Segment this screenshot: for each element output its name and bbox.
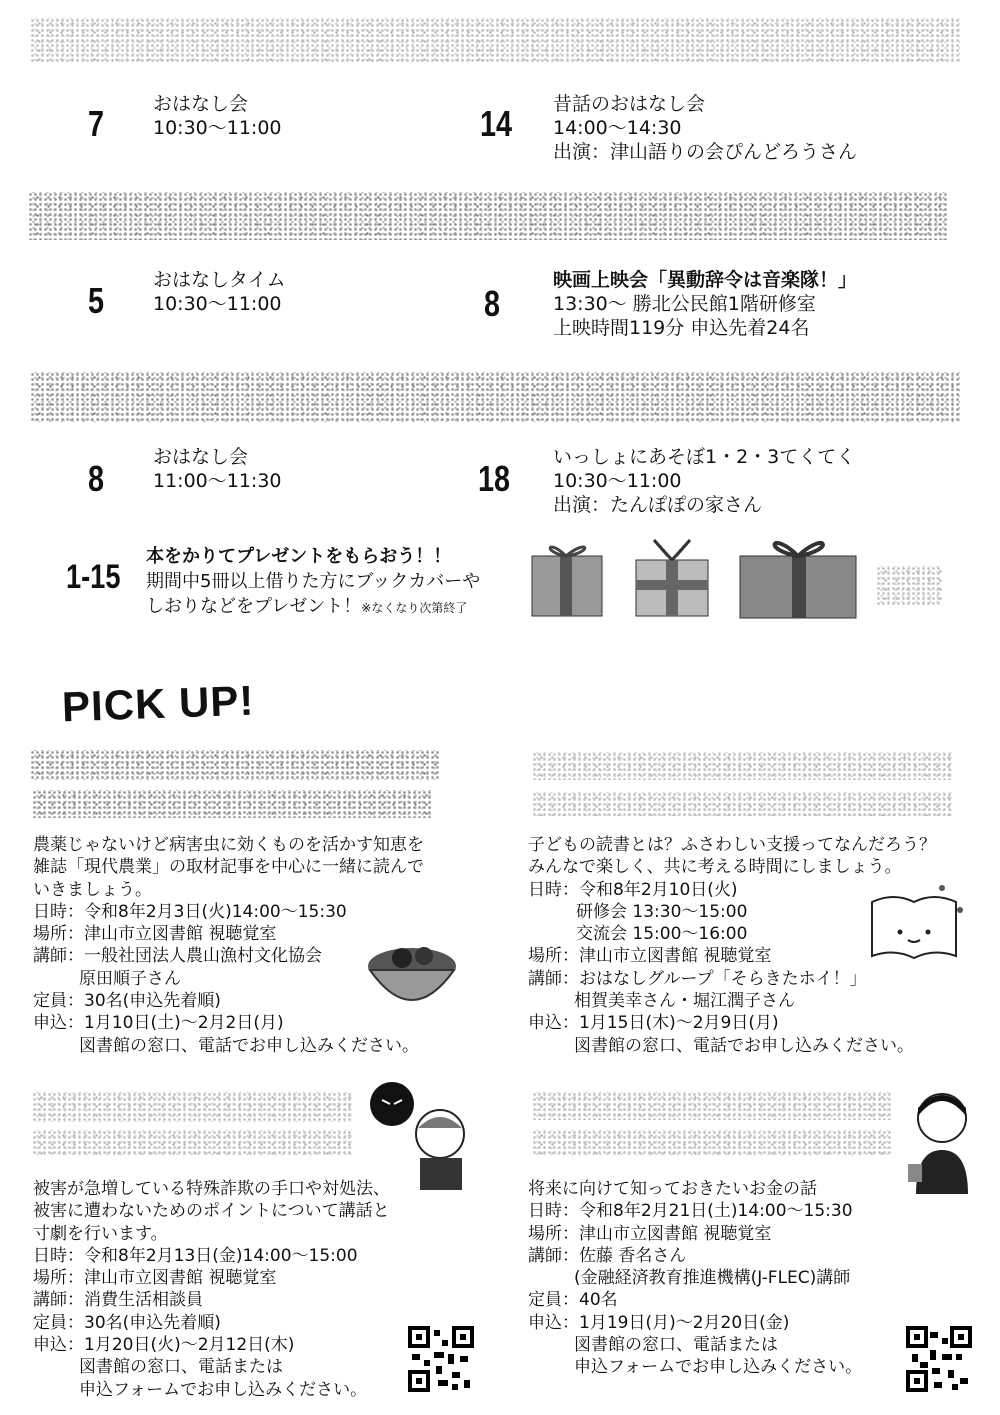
campaign-note: ※なくなり次第終了 [361, 601, 468, 615]
campaign-text: 期間中5冊以上借りた方にブックカバーや [146, 571, 481, 592]
event-day: 8 [88, 458, 105, 499]
gift-box-icon [632, 536, 712, 618]
book-character-icon [862, 880, 966, 970]
pickup-box-money [528, 1178, 862, 1379]
qr-code-icon[interactable] [408, 1326, 474, 1392]
event-time: 10:30～11:00 [153, 293, 282, 315]
event-title: いっしょにあそぼ1・2・3てくてく [553, 446, 856, 468]
apply-method: 図書館の窓口、電話でお申し込みください。 [574, 1035, 914, 1056]
event-time: 10:30～11:00 [553, 470, 682, 492]
place: 場所：津山市立図書館 視聴覚室 [528, 946, 772, 967]
campaign-period: 1-15 [66, 558, 121, 596]
event-time: 14:00～14:30 [553, 117, 682, 139]
apply-period: 申込：1月20日(火)～2月12日(木) [33, 1335, 295, 1356]
description: いきましょう。 [33, 879, 152, 900]
capacity: 定員：40名 [528, 1290, 618, 1311]
obscured-box-title [532, 1092, 892, 1120]
apply-method: 図書館の窓口、電話または [574, 1335, 778, 1356]
obscured-header-1 [30, 18, 960, 62]
event-day: 5 [88, 280, 105, 321]
event-time: 10:30～11:00 [153, 117, 282, 139]
description: 将来に向けて知っておきたいお金の話 [528, 1179, 817, 1199]
place: 場所：津山市立図書館 視聴覚室 [33, 1268, 277, 1289]
event-time: 13:30～ 勝北公民館1階研修室 [553, 293, 816, 315]
apply-method: 図書館の窓口、電話でお申し込みください。 [79, 1035, 419, 1056]
session-time: 研修会 13:30～15:00 [576, 901, 748, 922]
lecturer: 講師：おはなしグループ「そらきたホイ！」 [528, 968, 867, 989]
capacity: 定員：30名(申込先着順) [33, 991, 221, 1012]
campaign [146, 544, 480, 621]
gift-box-icon [528, 538, 606, 618]
pickup-box-fraud [33, 1178, 390, 1401]
event-title: おはなし会 [153, 446, 249, 468]
event-time: 11:00～11:30 [153, 470, 282, 492]
event-item [553, 268, 857, 340]
event-item [553, 92, 857, 164]
place: 場所：津山市立図書館 視聴覚室 [33, 924, 277, 945]
obscured-header-2 [28, 192, 948, 240]
gift-box-icon [736, 530, 860, 620]
event-title: 昔話のおはなし会 [553, 93, 706, 115]
description: 被害が急増している特殊詐欺の手口や対処法、 [33, 1179, 390, 1199]
scam-warning-icon [362, 1076, 474, 1192]
description: みんなで楽しく、共に考える時間にしましょう。 [528, 857, 902, 878]
apply-period: 申込：1月19日(月)～2月20日(金) [528, 1312, 790, 1333]
description: 寸劇を行います。 [33, 1223, 168, 1244]
apply-method: 申込フォームでお申し込みください。 [574, 1357, 863, 1378]
event-item [153, 268, 286, 316]
session-time: 交流会 15:00～16:00 [576, 924, 748, 945]
description: 子どもの読書とは？ふさわしい支援ってなんだろう？ [528, 835, 936, 855]
obscured-box-title [32, 790, 432, 818]
event-performer: 出演：津山語りの会ぴんどろうさん [553, 141, 858, 163]
description: 被害に遭わないためのポイントについて講話と [33, 1201, 390, 1222]
obscured-box-title [32, 1092, 352, 1122]
event-info: 上映時間119分 申込先着24名 [553, 317, 810, 339]
event-day: 18 [478, 458, 511, 499]
event-title: おはなしタイム [153, 269, 286, 291]
date: 日時：令和8年2月13日(金)14:00～15:00 [33, 1245, 358, 1266]
apply-period: 申込：1月15日(木)～2月9日(月) [528, 1013, 779, 1034]
obscured-header-3 [30, 372, 960, 422]
capacity: 定員：30名(申込先着順) [33, 1312, 221, 1333]
date: 日時：令和8年2月10日(火) [528, 879, 738, 900]
event-item [153, 445, 282, 493]
description: 農薬じゃないけど病害虫に効くものを活かす知恵を [33, 835, 424, 855]
event-title: おはなし会 [153, 93, 249, 115]
lecturer-affiliation: (金融経済教育推進機構(J-FLEC)講師 [574, 1268, 851, 1289]
qr-code-icon[interactable] [906, 1326, 972, 1392]
date: 日時：令和8年2月21日(土)14:00～15:30 [528, 1201, 853, 1222]
lecturer-name: 相賀美幸さん・堀江潤子さん [574, 991, 795, 1012]
event-title: 映画上映会「異動辞令は音楽隊！」 [553, 269, 858, 291]
apply-method: 図書館の窓口、電話または [79, 1357, 283, 1378]
place: 場所：津山市立図書館 視聴覚室 [528, 1223, 772, 1244]
obscured-box-title [532, 752, 952, 780]
obscured-box-title [532, 1130, 892, 1156]
campaign-text: しおりなどをプレゼント！ [146, 596, 362, 617]
presenter-woman-icon [902, 1086, 976, 1196]
event-item [153, 92, 282, 140]
pickup-title: PICK UP! [61, 676, 256, 731]
lecturer-name: 原田順子さん [79, 968, 181, 989]
date: 日時：令和8年2月3日(火)14:00～15:30 [33, 901, 347, 922]
gift-decoration [876, 566, 942, 606]
lecturer: 講師：佐藤 香名さん [528, 1245, 687, 1266]
lecturer: 講師：消費生活相談員 [33, 1290, 203, 1311]
event-day: 7 [88, 103, 105, 144]
event-day: 14 [480, 103, 513, 144]
event-performer: 出演：たんぽぽの家さん [553, 494, 763, 516]
lecturer: 講師：一般社団法人農山漁村文化協会 [33, 946, 322, 967]
description: 雑誌「現代農業」の取材記事を中心に一緒に読んで [33, 857, 424, 878]
obscured-box-title [30, 750, 440, 780]
vegetable-bowl-icon [362, 930, 462, 1012]
apply-method: 申込フォームでお申し込みください。 [79, 1379, 368, 1400]
apply-period: 申込：1月10日(土)～2月2日(月) [33, 1013, 284, 1034]
event-day: 8 [484, 283, 501, 324]
obscured-box-title [532, 792, 952, 816]
event-item [553, 445, 855, 517]
campaign-title: 本をかりてプレゼントをもらおう！！ [146, 546, 452, 567]
obscured-box-title [32, 1130, 352, 1156]
